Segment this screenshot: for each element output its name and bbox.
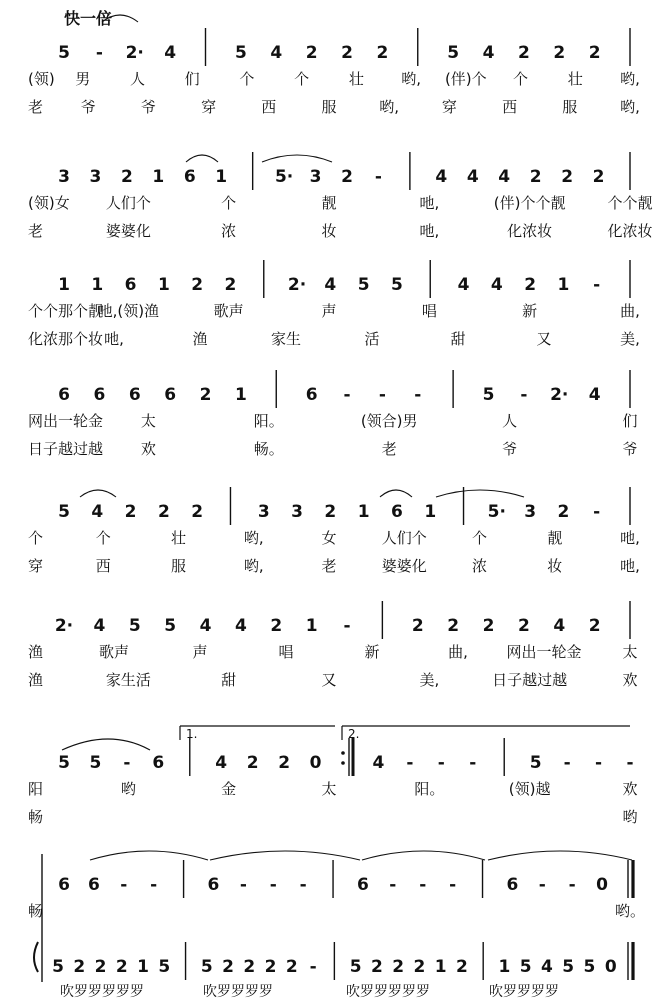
lyric-text: 人们个 [105,194,151,212]
lyric-text: 歌声 [98,643,130,661]
melody-note: - [626,753,634,773]
lyric-text: 活 [364,330,380,348]
melody-note: 2 [191,275,204,295]
accompaniment-note: 2 [73,957,86,977]
melody-note: 4 [215,753,228,773]
melody-note: 3 [524,502,537,522]
melody-note: 6 [58,385,70,405]
melody-note: - [239,875,247,895]
lyric-text: 日子越过越 [492,671,568,689]
melody-note: 1 [157,275,170,295]
lyric-text: 老 [28,222,44,240]
lyric-text: 妆 [547,557,563,575]
lyric-text: 哟, [243,529,264,547]
melody-note: 1 [152,167,165,187]
lyric-text: 个个靓 [607,194,653,212]
lyric-text: 又 [536,330,552,348]
melody-note: 2· [54,616,74,636]
melody-note: 1 [424,502,437,522]
lyric-text: 甜 [450,330,466,348]
lyric-text: 渔 [28,643,44,661]
lyric-text: 靓 [321,194,337,212]
lyric-text: 女 [321,529,337,547]
lyric-text: 们 [184,70,200,88]
accompaniment-note: 5 [200,957,213,977]
melody-note: - [123,753,131,773]
melody-note: 5· [274,167,294,187]
melody-note: 1 [91,275,104,295]
tie-slur [262,155,332,162]
melody-note: 6 [128,385,141,405]
tie-slur [436,490,524,497]
lyric-text: 婆婆化 [105,222,151,240]
melody-note: 2 [376,43,389,63]
melody-note: 2 [557,502,570,522]
melody-note: - [389,875,397,895]
accompaniment-note: 2 [94,957,107,977]
melody-note: 5 [89,753,102,773]
melody-note: 4 [588,385,601,405]
melody-note: 4 [324,275,337,295]
accompaniment-note: 1 [434,957,447,977]
lyric-text: (领) [28,70,55,88]
volta-1-label: 1. [186,727,198,741]
accompaniment-note: 1 [498,957,511,977]
melody-note: 2· [550,385,569,405]
tie-slur [210,851,360,860]
lyric-text: 穿 [441,98,457,116]
lyric-text: 人们个 [381,529,427,547]
lyric-text: 曲, [620,302,640,320]
melody-note: 2 [447,616,460,636]
accompaniment-note: 5 [158,957,171,977]
lyric-text: 哟, [243,557,264,575]
melody-note: 2 [278,753,291,773]
melody-note: - [374,167,382,187]
lyric-text: 个 [221,194,237,212]
lyric-text: 个 [239,70,255,88]
melody-note: 2 [270,616,283,636]
melody-note: 2 [191,502,204,522]
lyric-text: (领)女 [28,194,70,212]
lyric-text: 甜 [221,671,237,689]
lyric-text: 西 [261,98,277,116]
lyric-text: 吔, [620,557,640,575]
tie-slur [380,490,412,497]
lyric-text: 人 [129,70,145,88]
melody-note: 2 [199,385,212,405]
lyric-text: 老 [28,98,44,116]
lyric-text: 网出一轮金 [28,412,104,430]
lyric-text: 浓 [221,222,237,240]
lyric-text: 浓 [471,557,488,575]
melody-note: 4 [91,502,104,522]
lyric-text: 哟 [622,808,638,826]
lyric-text: 欢 [622,671,638,689]
lyric-text: 婆婆化 [381,557,427,575]
melody-note: - [437,753,445,773]
lyric-text: 爷 [502,440,518,458]
lyric-text: 吔, [419,194,440,212]
melody-note: - [469,753,477,773]
lyric-text: 唱 [278,643,294,661]
lyric-text: 们 [622,412,638,430]
tempo-marking: 快一倍 [64,9,113,28]
lyric-text: 太 [622,643,638,661]
lyric-text: 哟, [401,70,421,88]
lyric-text: 哟。 [614,902,646,920]
melody-note: 6 [87,875,100,895]
melody-note: 1 [215,167,228,187]
melody-note: 6 [93,385,106,405]
melody-note: 2 [517,616,530,636]
melody-note: 3 [309,167,322,187]
lyric-text: 妆 [321,222,337,240]
tie-slur [80,490,116,497]
melody-note: 2 [157,502,170,522]
lyric-text: 曲, [448,643,468,661]
accompaniment-note: 2 [370,957,383,977]
melody-note: 1 [357,502,370,522]
melody-note: 2 [529,167,542,187]
accompaniment-note: 5 [562,957,575,977]
melody-note: 4 [490,275,503,295]
melody-note: - [378,385,386,405]
melody-note: - [343,616,351,636]
lyric-text: 新 [364,643,380,661]
melody-note: 2 [517,43,530,63]
lyric-text: 个 [513,70,529,88]
lyric-text: 欢 [622,780,638,798]
melody-note: - [269,875,277,895]
melody-note: - [568,875,576,895]
melody-note: - [520,385,528,405]
melody-note: 2 [305,43,318,63]
accompaniment-note: 2 [392,957,405,977]
accompaniment-note: 2 [243,957,256,977]
lyric-text: 壮 [348,70,364,88]
tie-slur [90,851,208,860]
melody-note: 4 [199,616,212,636]
melody-note: 2 [324,502,337,522]
lyric-text: 爷 [622,440,638,458]
melody-note: 4 [164,43,177,63]
lyric-text: 阳 [28,780,44,798]
melody-note: 6 [58,875,70,895]
accompaniment-lyric: 吹罗罗罗罗 [489,984,559,1000]
melody-note: 6 [207,875,220,895]
lyric-text: 穿 [201,98,217,116]
lyric-text: 哟 [120,780,136,798]
melody-note: - [538,875,546,895]
accompaniment-note: 2 [413,957,426,977]
lyric-text: 个个那个靓 [28,302,104,320]
lyric-text: 声 [321,302,337,320]
accompaniment-note: 4 [541,957,553,977]
melody-note: 5 [58,753,70,773]
lyric-text: 老 [381,440,397,458]
accompaniment-note: 2 [222,957,234,977]
lyric-text: 吔, [419,222,440,240]
melody-note: 3 [291,502,303,522]
lyric-text: 歌声 [213,302,244,320]
melody-note: 2 [411,616,424,636]
lyric-text: 化浓妆 [507,222,553,240]
lyric-text: 家生活 [105,671,151,689]
lyric-text: 服 [562,98,578,116]
lyric-text: (领)越 [508,780,551,798]
melody-note: 6 [152,753,165,773]
melody-note: 2 [341,167,353,187]
melody-note: 2 [524,275,537,295]
repeat-dot [341,751,345,755]
accompaniment-note: 5 [519,957,532,977]
melody-note: 4 [372,753,385,773]
accompaniment-note: 1 [137,957,149,977]
lyric-text: 吔, [104,330,124,348]
system-brace [34,942,38,972]
accompaniment-note: 5 [583,957,596,977]
melody-note: 4 [482,43,495,63]
tie-slur [488,851,632,860]
lyric-text: 爷 [80,98,96,116]
accompaniment-note: 0 [604,957,617,977]
lyric-text: 唱 [421,302,437,320]
melody-note: 5 [234,43,247,63]
lyric-text: 哟, [620,70,640,88]
lyric-text: 网出一轮金 [506,643,582,661]
accompaniment-note: 2 [115,957,128,977]
melody-note: 5 [529,753,542,773]
melody-note: - [299,875,307,895]
melody-note: 1 [557,275,570,295]
melody-note: 2· [287,275,307,295]
repeat-dot [341,761,345,765]
accompaniment-lyric: 吹罗罗罗罗罗 [60,984,144,1000]
melody-note: 5 [128,616,141,636]
lyric-text: 畅 [28,902,44,920]
melody-note: 6 [183,167,196,187]
lyric-text: 渔 [192,330,208,348]
accompaniment-note: 2 [285,957,298,977]
melody-note: 5· [487,502,506,522]
lyric-text: 阳。 [414,780,445,798]
melody-note: 6 [357,875,369,895]
lyric-text: 畅。 [253,440,284,458]
melody-note: 1 [305,616,318,636]
lyric-text: 个 [294,70,310,88]
melody-note: 4 [93,616,106,636]
melody-note: 5 [391,275,403,295]
accompaniment-note: 2 [264,957,277,977]
melody-note: - [343,385,351,405]
accompaniment-lyric: 吹罗罗罗罗 [203,984,273,1000]
lyric-text: 爷 [140,98,156,116]
lyric-text: 美, [620,330,640,348]
lyric-text: 服 [321,98,337,116]
melody-note: - [150,875,158,895]
melody-note: 1 [234,385,247,405]
melody-note: - [95,43,103,63]
melody-note: 4 [498,167,511,187]
melody-note: 2 [224,275,237,295]
melody-note: 0 [309,753,322,773]
tie-slur [362,851,485,860]
lyric-text: 吔,(领)渔 [97,302,160,320]
melody-note: 6 [506,875,519,895]
melody-note: 2 [588,616,601,636]
lyric-text: 吔, [620,529,640,547]
melody-note: 4 [435,167,448,187]
lyric-text: 人 [502,412,518,430]
melody-note: 0 [596,875,609,895]
tie-slur [62,739,150,750]
melody-note: 6 [124,275,137,295]
melody-note: 2 [592,167,605,187]
lyric-text: (伴)个个靓 [493,194,566,212]
lyric-text: 老 [321,557,337,575]
volta-2-label: 2. [348,727,360,741]
melody-note: - [595,753,603,773]
accompaniment-note: 5 [52,957,64,977]
melody-note: - [593,275,601,295]
melody-note: 4 [466,167,479,187]
melody-note: 4 [457,275,470,295]
melody-note: 6 [164,385,177,405]
lyric-text: 渔 [28,671,44,689]
lyric-text: 阳。 [253,412,284,430]
melody-note: 2 [120,167,133,187]
lyric-text: 靓 [547,529,563,547]
lyric-text: 又 [321,671,337,689]
lyric-text: 美, [419,671,440,689]
melody-note: - [414,385,422,405]
melody-note: 4 [234,616,247,636]
melody-note: 5 [447,43,460,63]
lyric-text: 哟, [620,98,640,116]
melody-note: 4 [553,616,566,636]
lyric-text: 个 [28,529,44,547]
lyric-text: 家生 [270,330,302,348]
melody-note: 2· [125,43,144,63]
lyric-text: 畅 [28,808,44,826]
melody-note: - [419,875,427,895]
melody-note: 3 [58,167,70,187]
melody-note: 1 [58,275,70,295]
melody-note: 5 [58,502,70,522]
melody-note: 5 [164,616,177,636]
lyric-text: 哟, [379,98,400,116]
lyric-text: 服 [170,557,187,575]
melody-note: 5 [58,43,70,63]
melody-note: - [593,502,601,522]
melody-note: 2 [553,43,566,63]
lyric-text: 壮 [170,529,187,547]
accompaniment-lyric: 吹罗罗罗罗罗 [346,984,430,1000]
lyric-text: 壮 [567,70,583,88]
tie-slur [102,15,138,22]
lyric-text: 西 [95,557,111,575]
lyric-text: 日子越过越 [28,440,104,458]
melody-note: 4 [270,43,283,63]
lyric-text: (伴)个 [444,70,487,88]
accompaniment-note: 2 [456,957,468,977]
lyric-text: 化浓那个妆 [28,330,104,348]
lyric-text: 声 [192,643,208,661]
melody-note: - [120,875,128,895]
lyric-text: 太 [321,780,337,798]
melody-note: 2 [482,616,495,636]
lyric-text: 个 [95,529,111,547]
melody-note: 3 [89,167,102,187]
lyric-text: 太 [140,412,156,430]
melody-note: 5 [357,275,370,295]
melody-note: 2 [561,167,574,187]
melody-note: 5 [482,385,495,405]
lyric-text: 个 [471,529,488,547]
melody-note: 2 [588,43,601,63]
lyric-text: 穿 [28,557,44,575]
lyric-text: 金 [221,780,237,798]
accompaniment-note: - [309,957,317,977]
melody-note: 2 [341,43,353,63]
melody-note: 2 [246,753,259,773]
melody-note: - [406,753,414,773]
accompaniment-note: 5 [349,957,362,977]
tie-slur [186,155,218,162]
melody-note: 3 [257,502,270,522]
lyric-text: 男 [75,70,91,88]
lyric-text: 欢 [140,440,156,458]
lyric-text: (领合)男 [360,412,418,430]
melody-note: - [563,753,571,773]
lyric-text: 西 [502,98,518,116]
melody-note: 6 [391,502,403,522]
melody-note: 2 [124,502,137,522]
lyric-text: 化浓妆 [607,222,653,240]
melody-note: 6 [305,385,318,405]
melody-note: - [449,875,457,895]
lyric-text: 新 [522,302,538,320]
